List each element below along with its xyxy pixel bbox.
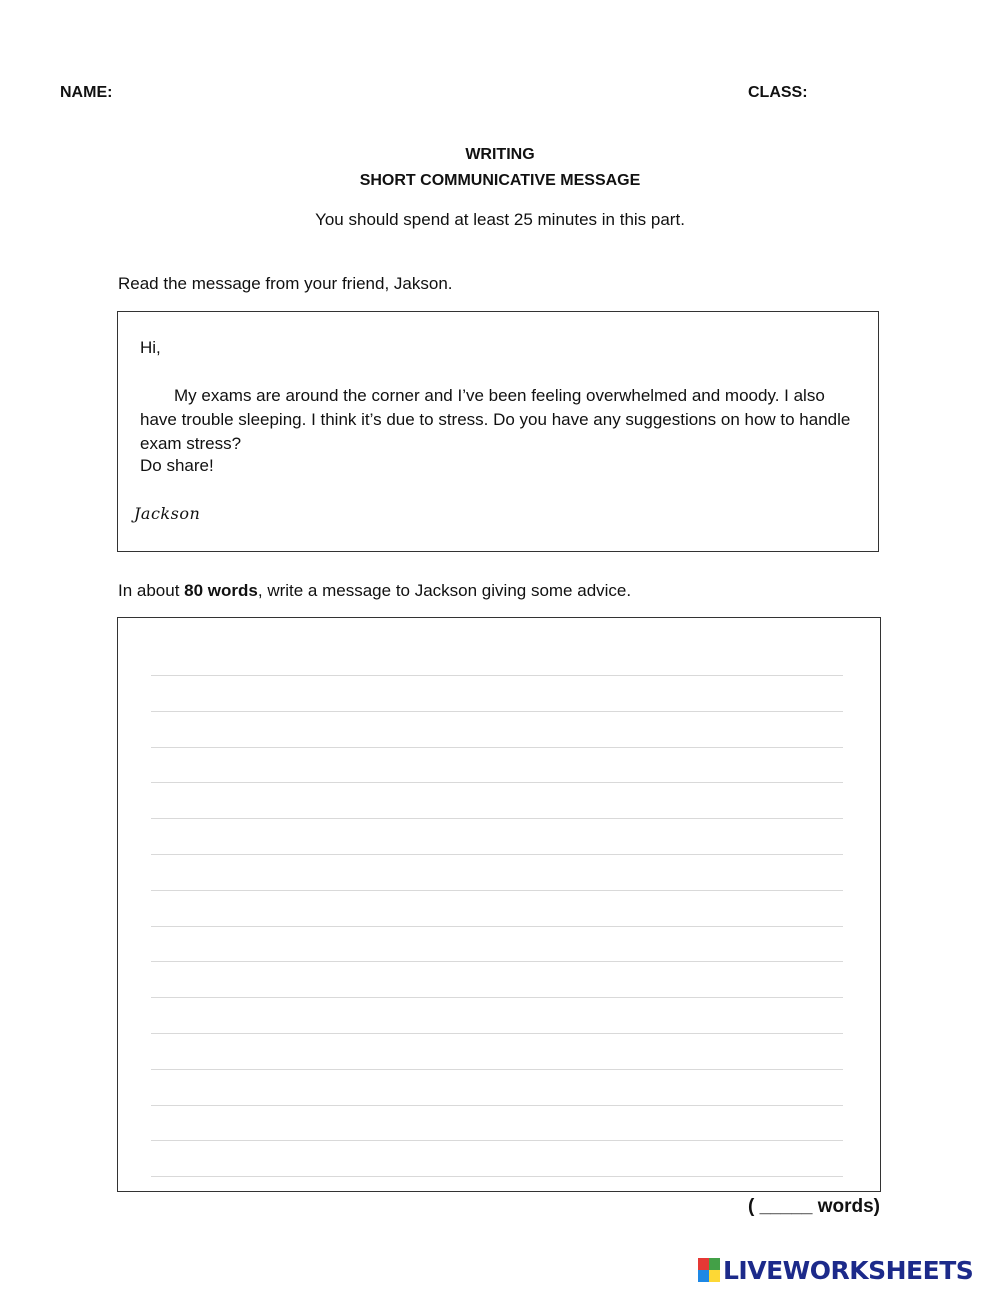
- writing-line[interactable]: [151, 1140, 843, 1141]
- time-instruction: You should spend at least 25 minutes in this part.: [315, 210, 685, 229]
- section-subtitle: SHORT COMMUNICATIVE MESSAGE: [359, 172, 641, 189]
- liveworksheets-logo-icon: [698, 1258, 720, 1282]
- class-label: CLASS:: [748, 84, 808, 101]
- message-signature: Jackson: [134, 504, 201, 523]
- writing-line[interactable]: [151, 854, 843, 855]
- writing-line[interactable]: [151, 997, 843, 998]
- section-title: WRITING: [465, 146, 535, 163]
- writing-line[interactable]: [151, 961, 843, 962]
- writing-line[interactable]: [151, 890, 843, 891]
- writing-line[interactable]: [151, 926, 843, 927]
- writing-line[interactable]: [151, 1176, 843, 1177]
- logo-square: [709, 1258, 720, 1270]
- logo-square: [698, 1258, 709, 1270]
- writing-line[interactable]: [151, 1105, 843, 1106]
- logo-text: LIVEWORKSHEETS: [723, 1255, 974, 1285]
- writing-line[interactable]: [151, 747, 843, 748]
- message-body: My exams are around the corner and I’ve been feeling overwhelmed and moody. I also have trouble sleeping. I think it’s due to stress. Do you have any suggestions on how to handle exam stress?: [140, 386, 851, 453]
- word-target: 80 words: [184, 581, 258, 600]
- message-box: [117, 311, 879, 552]
- liveworksheets-logo: [698, 1256, 973, 1284]
- writing-line[interactable]: [151, 1069, 843, 1070]
- writing-line[interactable]: [151, 782, 843, 783]
- write-instruction: [118, 581, 631, 601]
- message-greeting: Hi,: [140, 338, 161, 357]
- writing-line[interactable]: [151, 711, 843, 712]
- message-body-paragraph: [140, 384, 855, 456]
- word-count-field: ( _____ words): [748, 1196, 880, 1217]
- writing-line[interactable]: [151, 1033, 843, 1034]
- read-instruction: Read the message from your friend, Jakson.: [118, 274, 453, 293]
- answer-box[interactable]: [117, 617, 881, 1192]
- writing-line[interactable]: [151, 675, 843, 676]
- logo-square: [698, 1270, 709, 1282]
- name-label: NAME:: [60, 84, 113, 101]
- message-closing: Do share!: [140, 456, 214, 475]
- writing-line[interactable]: [151, 818, 843, 819]
- write-instruction-suffix: , write a message to Jackson giving some advice.: [257, 581, 632, 600]
- logo-square: [709, 1270, 720, 1282]
- write-instruction-prefix: In about: [118, 581, 185, 600]
